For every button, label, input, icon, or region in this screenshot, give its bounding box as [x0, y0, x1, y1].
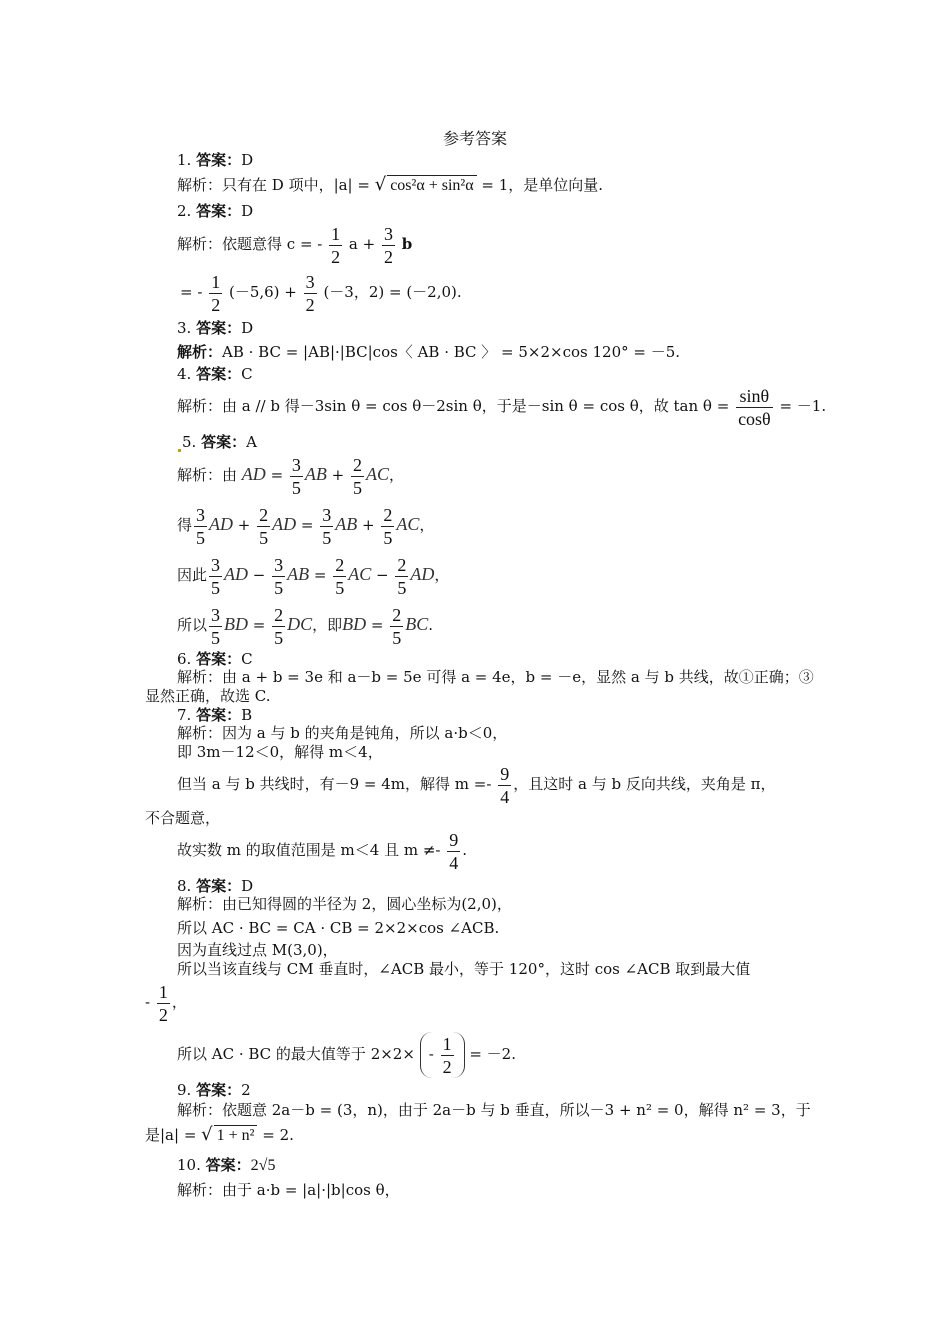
item-9-explanation-2: 是|a| = √ 1 + n² = 2.: [145, 1124, 294, 1145]
item-2-answer: D: [241, 202, 254, 220]
parenthesized-fraction: - $\frac{1}{2}$: [420, 1032, 465, 1078]
fraction: $\frac{\sin\theta}{\cos\theta}$: [738, 385, 771, 429]
item-7-explanation-5: 故实数 m 的取值范围是 m＜4 且 m ≠- $\frac{9}{4}$ .: [177, 829, 468, 873]
item-2-explanation-2: = - $\frac{1}{2}$ (－5,6) + $\frac{3}{2}$ (－3，2) = (－2,0).: [180, 271, 462, 315]
item-3-header: 3. 答案：D: [177, 319, 254, 337]
item-5-line-4: 所以 $\frac{3}{5}$ BD = $\frac{2}{5}$ DC，即BD = $\frac{2}{5}$ BC.: [177, 604, 434, 648]
item-2-explanation-1: 解析：依题意得 c = - $\frac{1}{2}$ a + $\frac{3}{2}$ b: [177, 223, 413, 267]
item-6-explanation-2: 显然正确，故选 C.: [145, 687, 271, 705]
item-9-header: 9. 答案：2: [177, 1081, 251, 1099]
item-9-explanation-1: 解析：依题意 2a－b = (3，n)，由于 2a－b 与 b 垂直，所以－3 + n² = 0，解得 n² = 3，于: [177, 1101, 811, 1119]
item-5-line-3: 因此 $\frac{3}{5}$ AD − $\frac{3}{5}$ AB = $\frac{2}{5}$ AC − $\frac{2}{5}$ AD，: [177, 554, 450, 598]
item-8-answer: D: [241, 877, 254, 895]
item-8-explanation-5: - $\frac{1}{2}$ ，: [145, 981, 187, 1025]
item-2-header: 2. 答案：D: [177, 202, 254, 220]
item-7-explanation-3: 但当 a 与 b 共线时，有－9 = 4m，解得 m =- $\frac{9}{4}$ ，且这时 a 与 b 反向共线，夹角是 π，: [177, 763, 776, 807]
fraction: $\frac{3}{2}$: [305, 271, 315, 315]
item-7-answer: B: [241, 706, 253, 724]
item-5-answer: A: [246, 433, 257, 451]
item-8-explanation-4: 所以当该直线与 CM 垂直时，∠ACB 最小，等于 120°，这时 cos ∠ACB 取到最大值: [177, 960, 751, 978]
item-10-answer: 2√5: [250, 1157, 276, 1174]
item-5-header: 5. 答案：A: [177, 432, 257, 452]
item-10-header: 10. 答案：2√5: [177, 1156, 276, 1174]
item-8-explanation-1: 解析：由已知得圆的半径为 2，圆心坐标为(2,0)，: [177, 895, 512, 913]
item-6-header: 6. 答案：C: [177, 650, 253, 668]
item-7-explanation-2: 即 3m－12＜0，解得 m＜4，: [177, 743, 383, 761]
item-10-explanation: 解析：由于 a·b = |a|·|b|cos θ，: [177, 1181, 400, 1199]
item-1-header: [177, 150, 253, 170]
item-8-explanation-2: 所以 AC · BC = CA · CB = 2×2×cos ∠ACB.: [177, 919, 500, 937]
item-6-answer: C: [241, 650, 253, 668]
fraction: $\frac{1}{2}$: [211, 271, 221, 315]
page-title: 参考答案: [442, 129, 507, 148]
item-5-line-2: 得 $\frac{3}{5}$ AD + $\frac{2}{5}$ AD = $\frac{3}{5}$ AB + $\frac{2}{5}$ AC，: [177, 504, 435, 548]
fraction: $\frac{3}{2}$: [383, 223, 393, 267]
item-3-explanation: 解析：AB · BC = |AB|·|BC|cos〈 AB · BC 〉 = 5×2×cos 120° = －5.: [177, 343, 681, 361]
item-7-explanation-1: 解析：因为 a 与 b 的夹角是钝角，所以 a·b＜0，: [177, 724, 508, 742]
item-4-explanation: 解析：由 a // b 得－3sin θ = cos θ－2sin θ，于是－sin θ = cos θ，故 tan θ = $\frac{\sin\theta}{\cos\theta}$ = －1.: [177, 385, 827, 429]
item-7-header: 7. 答案：B: [177, 706, 253, 724]
item-6-explanation-1: 解析：由 a + b = 3e 和 a－b = 5e 可得 a = 4e，b = －e，显然 a 与 b 共线，故①正确；③: [177, 668, 814, 686]
item-1-number: 1.: [177, 151, 192, 169]
answer-label: 答案：: [196, 151, 242, 169]
item-3-answer: D: [241, 319, 254, 337]
item-1-answer: D: [241, 151, 254, 169]
item-8-explanation-3: 因为直线过点 M(3,0)，: [177, 941, 338, 959]
item-1-explanation: 解析：只有在 D 项中，|a| = √ cos²α + sin²α = 1，是单位向量.: [177, 174, 604, 195]
item-4-header: 4. 答案：C: [177, 365, 253, 383]
item-9-answer: 2: [241, 1081, 251, 1099]
item-4-answer: C: [241, 365, 253, 383]
item-5-line-1: 解析：由 AD = $\frac{3}{5}$ AB + $\frac{2}{5}$ AC，: [177, 454, 405, 498]
item-8-explanation-6: 所以 AC · BC 的最大值等于 2×2× - $\frac{1}{2}$ = －2.: [177, 1033, 516, 1077]
sqrt-symbol: √: [374, 174, 387, 195]
item-7-explanation-4: 不合题意，: [145, 809, 221, 827]
fraction: $\frac{1}{2}$: [331, 223, 341, 267]
item-8-header: 8. 答案：D: [177, 877, 254, 895]
